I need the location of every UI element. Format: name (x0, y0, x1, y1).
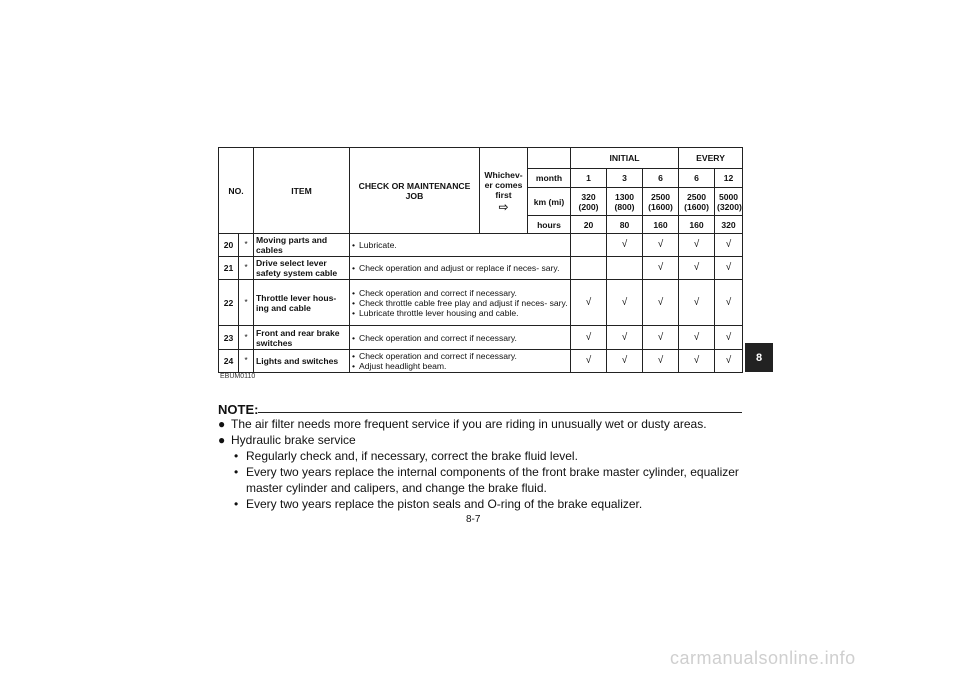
check-cell: √ (643, 326, 679, 350)
row-number: 22 (219, 280, 239, 326)
row-job: • Check operation and adjust or replace if neces- sary. (350, 257, 571, 280)
check-cell: √ (679, 234, 715, 257)
row-item: Throttle lever hous- ing and cable (254, 280, 350, 326)
row-item: Moving parts and cables (254, 234, 350, 257)
check-cell: √ (607, 326, 643, 350)
row-number: 23 (219, 326, 239, 350)
note-divider (258, 412, 742, 413)
check-cell (571, 257, 607, 280)
note-subitem: • Regularly check and, if necessary, correct the brake fluid level. (234, 449, 578, 463)
km-cell: 1300 (800) (607, 188, 643, 216)
star-mark: * (239, 234, 254, 257)
row-job: • Check operation and correct if necessary. • Adjust headlight beam. (350, 350, 571, 373)
month-cell: 12 (715, 169, 743, 188)
note-item: ● Hydraulic brake service (218, 433, 356, 447)
page-number: 8-7 (466, 514, 481, 525)
month-cell: 3 (607, 169, 643, 188)
row-number: 21 (219, 257, 239, 280)
watermark: carmanualsonline.info (670, 648, 856, 668)
hours-cell: 80 (607, 216, 643, 234)
sub-bullet-icon: • (234, 465, 239, 479)
document-code: EBUM0110 (220, 373, 256, 380)
km-cell: 2500 (1600) (643, 188, 679, 216)
check-cell: √ (643, 350, 679, 373)
check-cell: √ (679, 326, 715, 350)
row-job: • Check operation and correct if necessary. • Check throttle cable free play and adjust if neces- sary. • Lubricate throttle lever housing and cable. (350, 280, 571, 326)
check-cell: √ (571, 280, 607, 326)
table-row (219, 234, 743, 257)
hours-cell: 20 (571, 216, 607, 234)
hours-cell: 160 (679, 216, 715, 234)
km-cell: 320 (200) (571, 188, 607, 216)
hours-cell: 160 (643, 216, 679, 234)
check-cell: √ (715, 234, 743, 257)
check-cell: √ (715, 257, 743, 280)
header-km-label: km (mi) (528, 188, 571, 216)
note-title: NOTE: (218, 402, 259, 417)
note-list (218, 416, 748, 512)
check-cell (571, 234, 607, 257)
header-job: CHECK OR MAINTENANCE JOB (350, 148, 480, 234)
check-cell: √ (571, 326, 607, 350)
table-row (219, 280, 743, 326)
header-blank (528, 148, 571, 169)
star-mark: * (239, 257, 254, 280)
check-cell: √ (679, 257, 715, 280)
check-cell: √ (679, 350, 715, 373)
bullet-icon: ● (218, 433, 226, 447)
header-every: EVERY (679, 148, 743, 169)
table-row (219, 350, 743, 373)
note-item: ● The air filter needs more frequent service if you are riding in unusually wet or dusty areas. (218, 417, 707, 431)
header-hours-label: hours (528, 216, 571, 234)
month-cell: 6 (643, 169, 679, 188)
table-row (219, 326, 743, 350)
header-item: ITEM (254, 148, 350, 234)
check-cell: √ (715, 280, 743, 326)
whichever-label: Whichev- er comes first (484, 169, 523, 200)
check-cell: √ (571, 350, 607, 373)
km-cell: 5000 (3200) (715, 188, 743, 216)
km-cell: 2500 (1600) (679, 188, 715, 216)
header-no: NO. (219, 148, 254, 234)
check-cell: √ (607, 280, 643, 326)
check-cell: √ (607, 234, 643, 257)
table-row (219, 257, 743, 280)
month-cell: 1 (571, 169, 607, 188)
bullet-icon: ● (218, 417, 226, 431)
row-number: 24 (219, 350, 239, 373)
header-whichever (480, 148, 528, 234)
check-cell: √ (715, 326, 743, 350)
check-cell: √ (679, 280, 715, 326)
row-item: Lights and switches (254, 350, 350, 373)
check-cell (607, 257, 643, 280)
header-month-label: month (528, 169, 571, 188)
sub-bullet-icon: • (234, 449, 239, 463)
check-cell: √ (607, 350, 643, 373)
month-cell: 6 (679, 169, 715, 188)
note-subitem: • Every two years replace the internal components of the front brake master cylinder, equalizer master cylinder and calipers, and change the brake fluid. (234, 465, 739, 495)
hours-cell: 320 (715, 216, 743, 234)
row-number: 20 (219, 234, 239, 257)
check-cell: √ (643, 234, 679, 257)
right-arrow-icon: ⇨ (498, 199, 509, 214)
check-cell: √ (643, 280, 679, 326)
row-item: Front and rear brake switches (254, 326, 350, 350)
star-mark: * (239, 326, 254, 350)
note-subitem: • Every two years replace the piston seals and O-ring of the brake equalizer. (234, 497, 643, 511)
section-tab: 8 (745, 343, 773, 372)
check-cell: √ (643, 257, 679, 280)
row-item: Drive select lever safety system cable (254, 257, 350, 280)
star-mark: * (239, 350, 254, 373)
sub-bullet-icon: • (234, 497, 239, 511)
maintenance-table (218, 147, 743, 373)
row-job: • Check operation and correct if necessary. (350, 326, 571, 350)
star-mark: * (239, 280, 254, 326)
row-job: • Lubricate. (350, 234, 571, 257)
header-initial: INITIAL (571, 148, 679, 169)
check-cell: √ (715, 350, 743, 373)
